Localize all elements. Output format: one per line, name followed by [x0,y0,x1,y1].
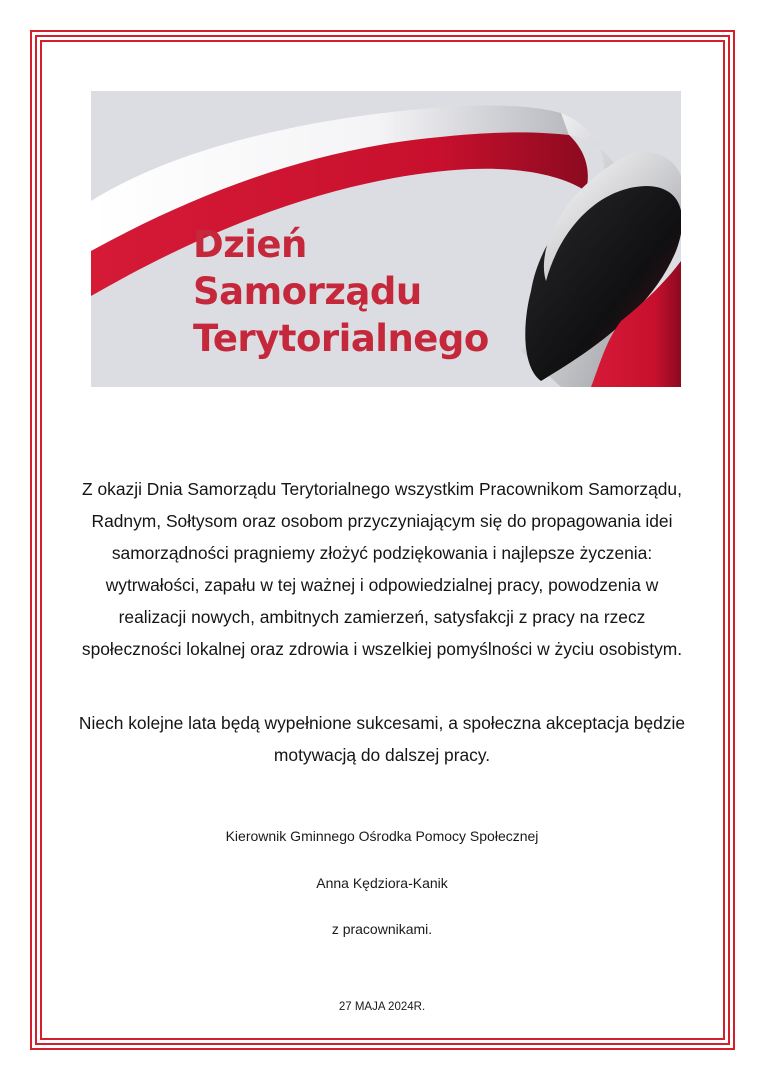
banner-title-line-2: Samorządu [193,270,422,313]
signature-name: Anna Kędziora-Kanik [316,875,448,891]
signature-title: Kierownik Gminnego Ośrodka Pomocy Społecznej [225,828,539,844]
signature-team: z pracownikami. [331,921,433,937]
banner-title-line-3: Terytorialnego [193,317,489,360]
document-date: 27 MAJA 2024R. [338,1001,426,1013]
header-banner [91,91,681,387]
wish-paragraph: Niech kolejne lata będą wypełnione sukcesami, a społeczna akceptacja będzie motywacją do dalszej pracy. [78,713,686,765]
banner-title [193,221,489,362]
banner-title-line-1: Dzień [193,223,307,266]
greeting-paragraph: Z okazji Dnia Samorządu Terytorialnego wszystkim Pracownikom Samorządu, Radnym, Sołtysom oraz osobom przyczyniającym się do propagowania idei samorządności pragniemy złożyć podziękowania i najlepsze życzenia: wytrwałości, zapału w tej ważnej i odpowiedzialnej pracy, powodzenia w realizacji nowych, ambitnych zamierzeń, satysfakcji z pracy na rzecz społeczności lokalnej oraz zdrowia i wszelkiej pomyślności w życiu osobistym. [81,479,683,659]
